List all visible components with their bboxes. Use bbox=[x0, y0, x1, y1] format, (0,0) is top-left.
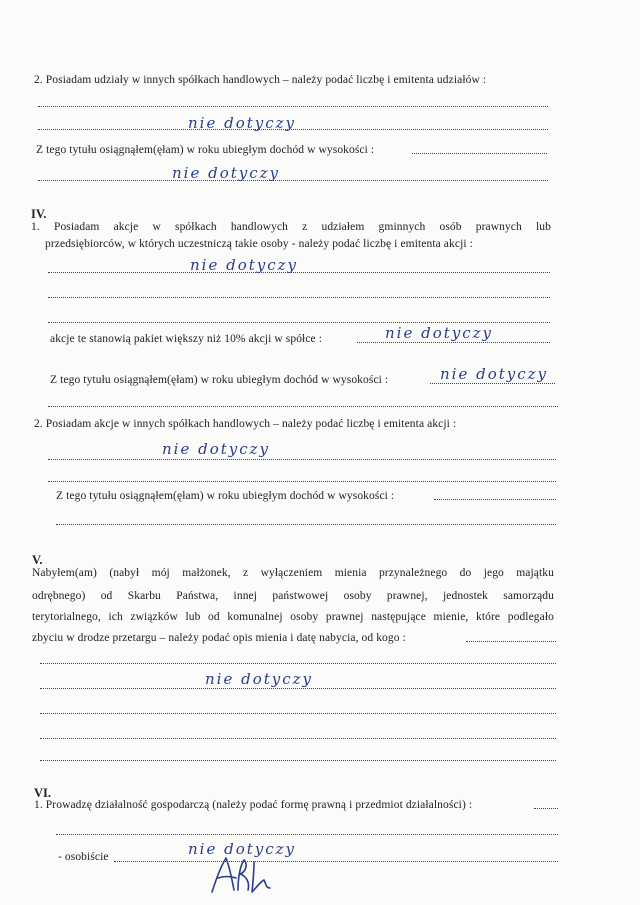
handwritten-answer: nie dotyczy bbox=[188, 840, 297, 858]
dotted-line bbox=[40, 688, 556, 689]
section-iv-item2: 2. Posiadam akcje w innych spółkach handlowych – należy podać liczbę i emitenta akcji : bbox=[34, 418, 457, 430]
dotted-line bbox=[48, 406, 558, 407]
section-vi-item1: 1. Prowadzę działalność gospodarczą (należy podać formę prawną i przedmiot działalności) : bbox=[34, 799, 473, 811]
section-v-line4: zbyciu w drodze przetargu – należy podać opis mienia i datę nabycia, od kogo : bbox=[32, 632, 406, 644]
section-iii-income: Z tego tytułu osiągnąłem(ęłam) w roku ubiegłym dochód w wysokości : bbox=[36, 144, 375, 156]
handwritten-answer: nie dotyczy bbox=[162, 440, 271, 458]
section-v-heading: V. bbox=[32, 553, 43, 567]
dotted-line bbox=[48, 481, 556, 482]
dotted-line bbox=[48, 322, 550, 323]
dotted-line bbox=[434, 499, 556, 500]
section-iv-income2: Z tego tytułu osiągnąłem(ęłam) w roku ubiegłym dochód w wysokości : bbox=[56, 490, 395, 502]
dotted-line bbox=[114, 861, 558, 862]
dotted-line bbox=[48, 297, 550, 298]
handwritten-answer: nie dotyczy bbox=[172, 164, 281, 182]
handwritten-answer: nie dotyczy bbox=[440, 365, 549, 383]
section-v-line1: Nabyłem(am) (nabył mój małżonek, z wyłączeniem mienia przynależnego do jego majątku bbox=[32, 567, 554, 579]
section-vi-heading: VI. bbox=[34, 786, 52, 800]
dotted-line bbox=[48, 272, 550, 273]
dotted-line bbox=[430, 383, 555, 384]
handwritten-answer: nie dotyczy bbox=[205, 670, 314, 688]
section-v-line3: terytorialnego, ich związków lub od komunalnej osoby prawnej następujące mienie, które podlegało bbox=[32, 611, 554, 623]
dotted-line bbox=[40, 738, 556, 739]
dotted-line bbox=[38, 180, 548, 181]
section-iv-item1-line1: 1. Posiadam akcje w spółkach handlowych z udziałem gminnych osób prawnych lub bbox=[31, 221, 551, 233]
dotted-line bbox=[40, 663, 556, 664]
dotted-line bbox=[38, 106, 548, 107]
dotted-line bbox=[40, 713, 556, 714]
section-v-line2: odrębnego) od Skarbu Państwa, innej państwowej osoby prawnej, jednostek samorządu bbox=[32, 590, 554, 602]
signature-mark bbox=[206, 852, 276, 896]
handwritten-answer: nie dotyczy bbox=[188, 114, 297, 132]
section-iv-heading: IV. bbox=[31, 207, 47, 221]
dotted-line bbox=[466, 641, 556, 642]
dotted-line bbox=[534, 808, 558, 809]
section-iii-item2: 2. Posiadam udziały w innych spółkach handlowych – należy podać liczbę i emitenta udziałów : bbox=[34, 74, 487, 86]
dotted-line bbox=[412, 153, 547, 154]
handwritten-answer: nie dotyczy bbox=[190, 256, 299, 274]
dotted-line bbox=[40, 760, 556, 761]
section-iv-income1: Z tego tytułu osiągnąłem(ęłam) w roku ubiegłym dochód w wysokości : bbox=[50, 374, 389, 386]
dotted-line bbox=[357, 342, 550, 343]
dotted-line bbox=[56, 834, 558, 835]
handwritten-answer: nie dotyczy bbox=[385, 324, 494, 342]
dotted-line bbox=[48, 459, 556, 460]
section-vi-personal: - osobiście bbox=[58, 851, 109, 863]
section-iv-item1-line2: przedsiębiorców, w których uczestniczą takie osoby - należy podać liczbę i emitenta akcji : bbox=[45, 238, 473, 250]
section-iv-over10: akcje te stanowią pakiet większy niż 10% akcji w spółce : bbox=[50, 333, 323, 345]
dotted-line bbox=[56, 524, 556, 525]
